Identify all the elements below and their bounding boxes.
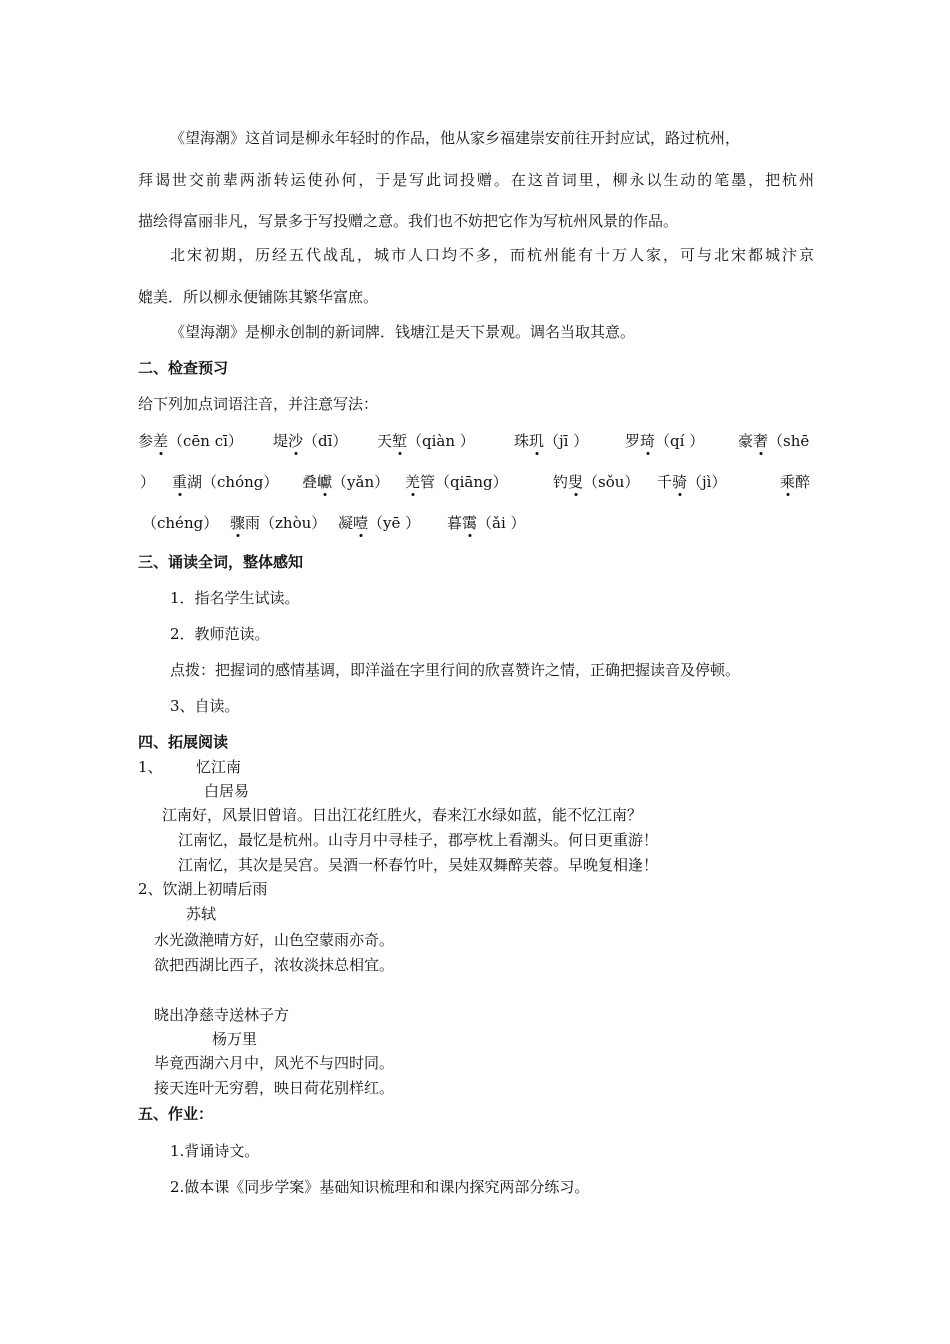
section2-heading: 二、检查预习: [138, 359, 229, 377]
pinyin-term: 罗琦（qí ）: [625, 432, 705, 450]
homework-item: 2.做本课《同步学案》基础知识梳理和和课内探究两部分练习。: [170, 1178, 590, 1196]
pinyin-term: 钓叟（sǒu）: [553, 473, 640, 491]
homework-item: 1.背诵诗文。: [170, 1142, 260, 1160]
pinyin-term: 乘醉: [780, 473, 811, 491]
pinyin-term: 豪奢（shē: [738, 432, 810, 450]
poem2-title: 2、饮湖上初晴后雨: [138, 880, 268, 898]
poem1-title: 忆江南: [196, 758, 242, 776]
intro-p1-line-2: 拜谒世交前辈两浙转运使孙何，于是写此词投赠。在这首词里，柳永以生动的笔墨，把杭州: [138, 171, 814, 189]
poem2-author: 苏轼: [186, 905, 217, 923]
section3-item: 3、自读。: [170, 697, 240, 715]
intro-p1-line-1: 《望海潮》这首词是柳永年轻时的作品，他从家乡福建崇安前往开封应试，路过杭州，: [170, 129, 741, 147]
intro-p2-line-1: 北宋初期，历经五代战乱，城市人口均不多，而杭州能有十万人家，可与北宋都城汴京: [170, 246, 814, 264]
pinyin-term: 重湖（chóng）: [172, 473, 279, 491]
poem2-line: 欲把西湖比西子，浓妆淡抹总相宜。: [154, 956, 395, 974]
section5-heading: 五、作业：: [138, 1105, 214, 1123]
poem1-line: 江南忆，其次是吴宫。吴酒一杯春竹叶，吴娃双舞醉芙蓉。早晚复相逢！: [178, 856, 659, 874]
poem3-line: 接天连叶无穷碧，映日荷花别样红。: [154, 1079, 395, 1097]
section2-instruction: 给下列加点词语注音，并注意写法：: [138, 395, 379, 413]
pinyin-term: 叠巘（yǎn）: [302, 473, 390, 491]
poem2-line: 水光潋滟晴方好，山色空蒙雨亦奇。: [154, 931, 395, 949]
intro-p1-line-3: 描绘得富丽非凡，写景多于写投赠之意。我们也不妨把它作为写杭州风景的作品。: [138, 212, 679, 230]
section3-item: 1．指名学生试读。: [170, 589, 300, 607]
pinyin-term: 骤雨（zhòu）: [230, 514, 327, 532]
pinyin-term: 暮霭（ǎi ）: [447, 514, 526, 532]
pinyin-term: 羌管（qiāng）: [405, 473, 508, 491]
pinyin-term: 珠玑（jī ）: [514, 432, 589, 450]
poem3-line: 毕竟西湖六月中，风光不与四时同。: [154, 1054, 395, 1072]
poem1-line: 江南忆，最忆是杭州。山寺月中寻桂子，郡亭枕上看潮头。何日更重游！: [178, 831, 659, 849]
poem1-number: 1、: [138, 758, 163, 776]
poem3-author: 杨万里: [212, 1030, 258, 1048]
pinyin-term: 堤沙（dī）: [273, 432, 348, 450]
poem3-title: 晓出净慈寺送林子方: [154, 1006, 290, 1024]
pinyin-term: ）: [140, 473, 156, 491]
intro-p2-line-2: 媲美．所以柳永便铺陈其繁华富庶。: [138, 288, 379, 306]
pinyin-term: 凝噎（yē ）: [338, 514, 421, 532]
poem1-line: 江南好，风景旧曾谙。日出江花红胜火，春来江水绿如蓝，能不忆江南？: [162, 806, 643, 824]
section4-heading: 四、拓展阅读: [138, 733, 229, 751]
pinyin-term: 天堑（qiàn ）: [377, 432, 475, 450]
intro-p3: 《望海潮》是柳永创制的新词牌．钱塘江是天下景观。调名当取其意。: [170, 323, 636, 341]
poem1-author: 白居易: [204, 782, 250, 800]
section3-heading: 三、诵读全词，整体感知: [138, 553, 304, 571]
pinyin-term: 千骑（jì）: [657, 473, 727, 491]
pinyin-term: （chéng）: [142, 514, 219, 532]
section3-hint: 点拨：把握词的感情基调，即洋溢在字里行间的欣喜赞许之情，正确把握读音及停顿。: [170, 661, 741, 679]
pinyin-term: 参差（cēn cī）: [138, 432, 243, 450]
section3-item: 2．教师范读。: [170, 625, 270, 643]
